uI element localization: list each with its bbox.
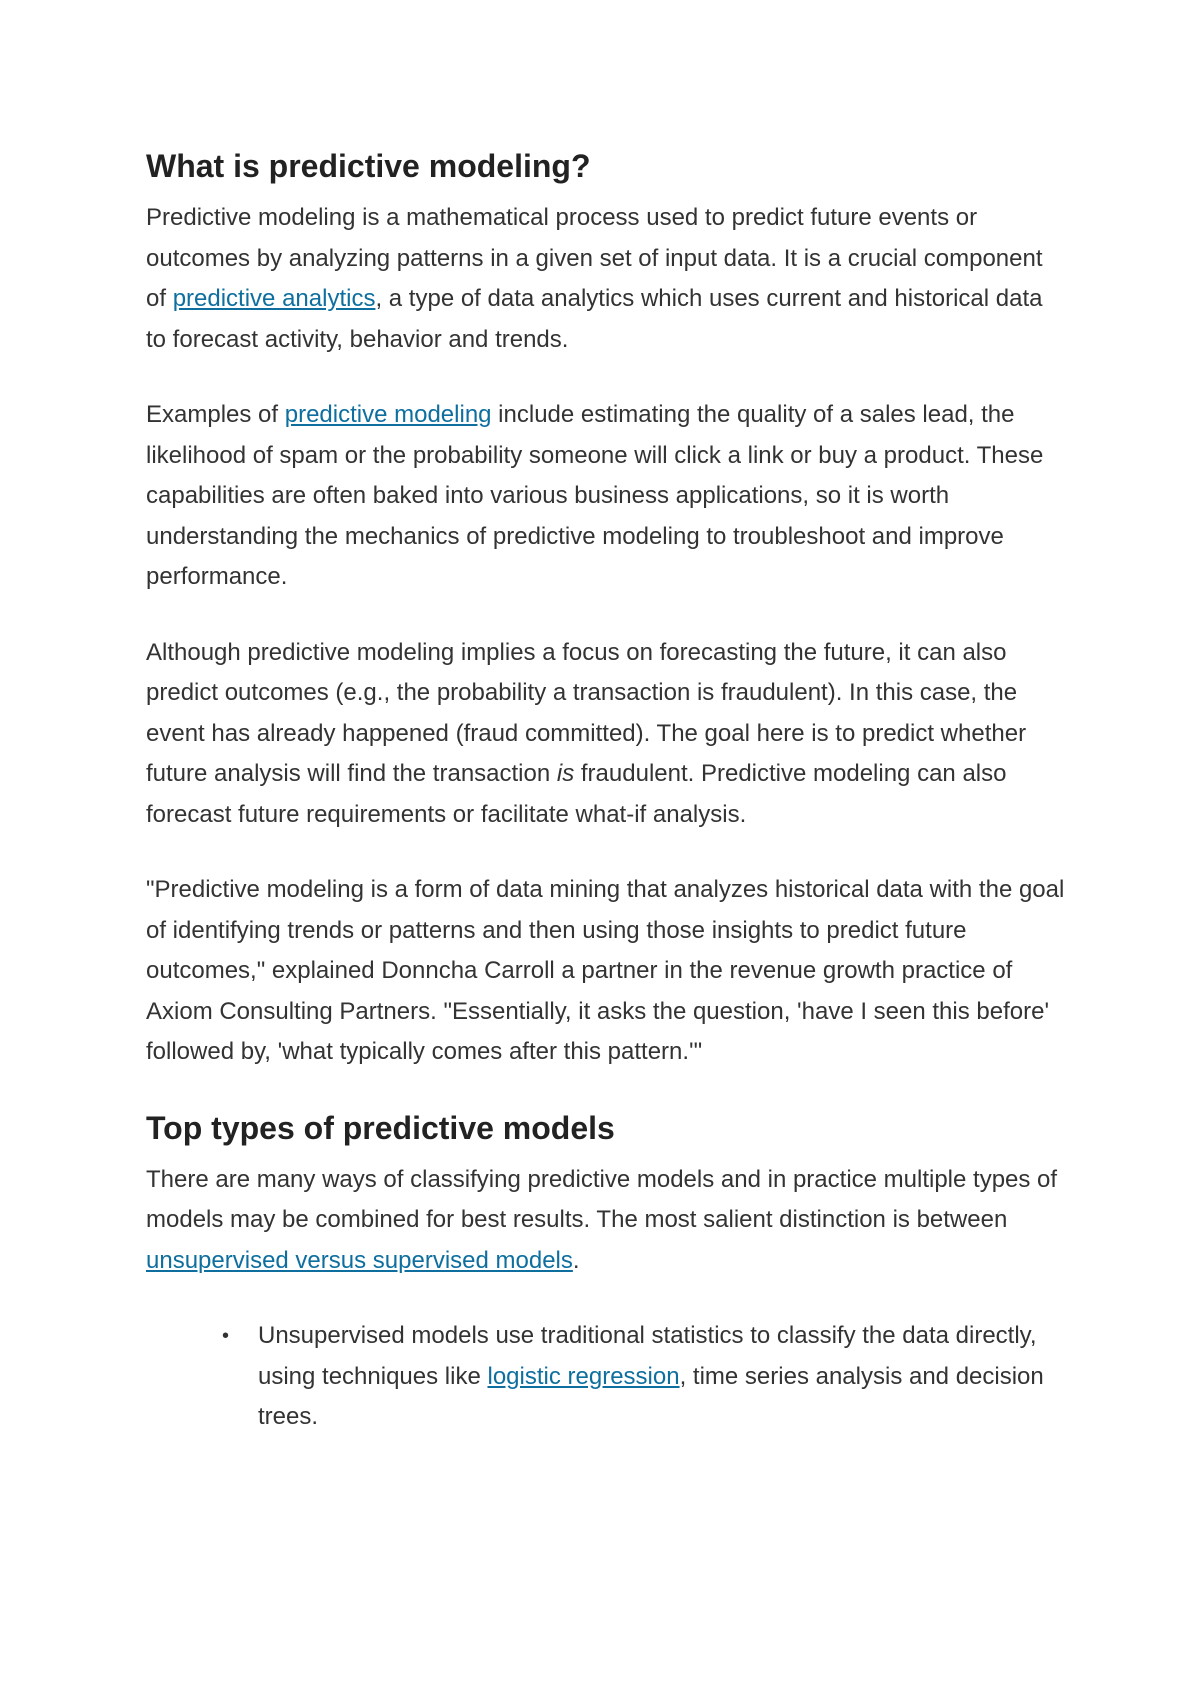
paragraph-text: fraudulent. Predictive modeling can also forecast future requirements or facilitate what-if analysis.: [146, 760, 1007, 828]
paragraph-quote: "Predictive modeling is a form of data mining that analyzes historical data with the goal of identifying trends or patterns and then using those insights to predict future outcomes," explained Donncha Carroll a partner in the revenue growth practice of Axiom Consulting Partners. "Essentially, it asks the question, 'have I seen this before' followed by, 'what typically comes after this pattern.'": [146, 876, 1065, 1065]
link-unsupervised-vs-supervised[interactable]: unsupervised versus supervised models: [146, 1246, 573, 1274]
paragraph-text: Predictive modeling is a mathematical process used to predict future events or outcomes by analyzing patterns in a given set of input data. It is a crucial component of: [146, 204, 1043, 312]
list-item-text: Unsupervised models use traditional statistics to classify the data directly, using techniques like: [258, 1322, 1037, 1390]
paragraph-text: Although predictive modeling implies a focus on forecasting the future, it can also predict outcomes (e.g., the probability a transaction is fraudulent). In this case, the event has already happened (fraud committed). The goal here is to predict whether future analysis will find the transaction: [146, 638, 1027, 787]
paragraph-definition: [146, 198, 1066, 360]
emphasis-is: is: [556, 760, 575, 787]
bullet-list: [146, 1316, 1066, 1438]
article-body: [146, 146, 1066, 1438]
section-heading-predictive-modeling: What is predictive modeling?: [146, 148, 591, 184]
paragraph-text: Examples of: [146, 401, 285, 428]
paragraph-examples: [146, 395, 1066, 598]
paragraph-forecasting: [146, 633, 1066, 836]
paragraph-text: , a type of data analytics which uses current and historical data to forecast activity, behavior and trends.: [146, 285, 1043, 353]
link-predictive-modeling[interactable]: predictive modeling: [284, 401, 492, 428]
link-predictive-analytics[interactable]: predictive analytics: [172, 285, 376, 312]
section-heading-top-types: Top types of predictive models: [146, 1109, 615, 1146]
paragraph-classifying: [146, 1160, 1066, 1282]
paragraph-text: There are many ways of classifying predictive models and in practice multiple types of models may be combined for best results. The most salient distinction is between: [146, 1165, 1058, 1233]
paragraph-text: .: [572, 1246, 580, 1274]
list-item: [222, 1316, 1066, 1438]
bullet-icon: •: [222, 1325, 230, 1347]
list-item-text: , time series analysis and decision trees.: [258, 1362, 1044, 1430]
paragraph-text: include estimating the quality of a sales lead, the likelihood of spam or the probability someone will click a link or buy a product. These capabilities are often baked into various business applications, so it is worth understanding the mechanics of predictive modeling to troubleshoot and improve performance.: [146, 401, 1044, 590]
link-logistic-regression[interactable]: logistic regression: [487, 1362, 680, 1390]
